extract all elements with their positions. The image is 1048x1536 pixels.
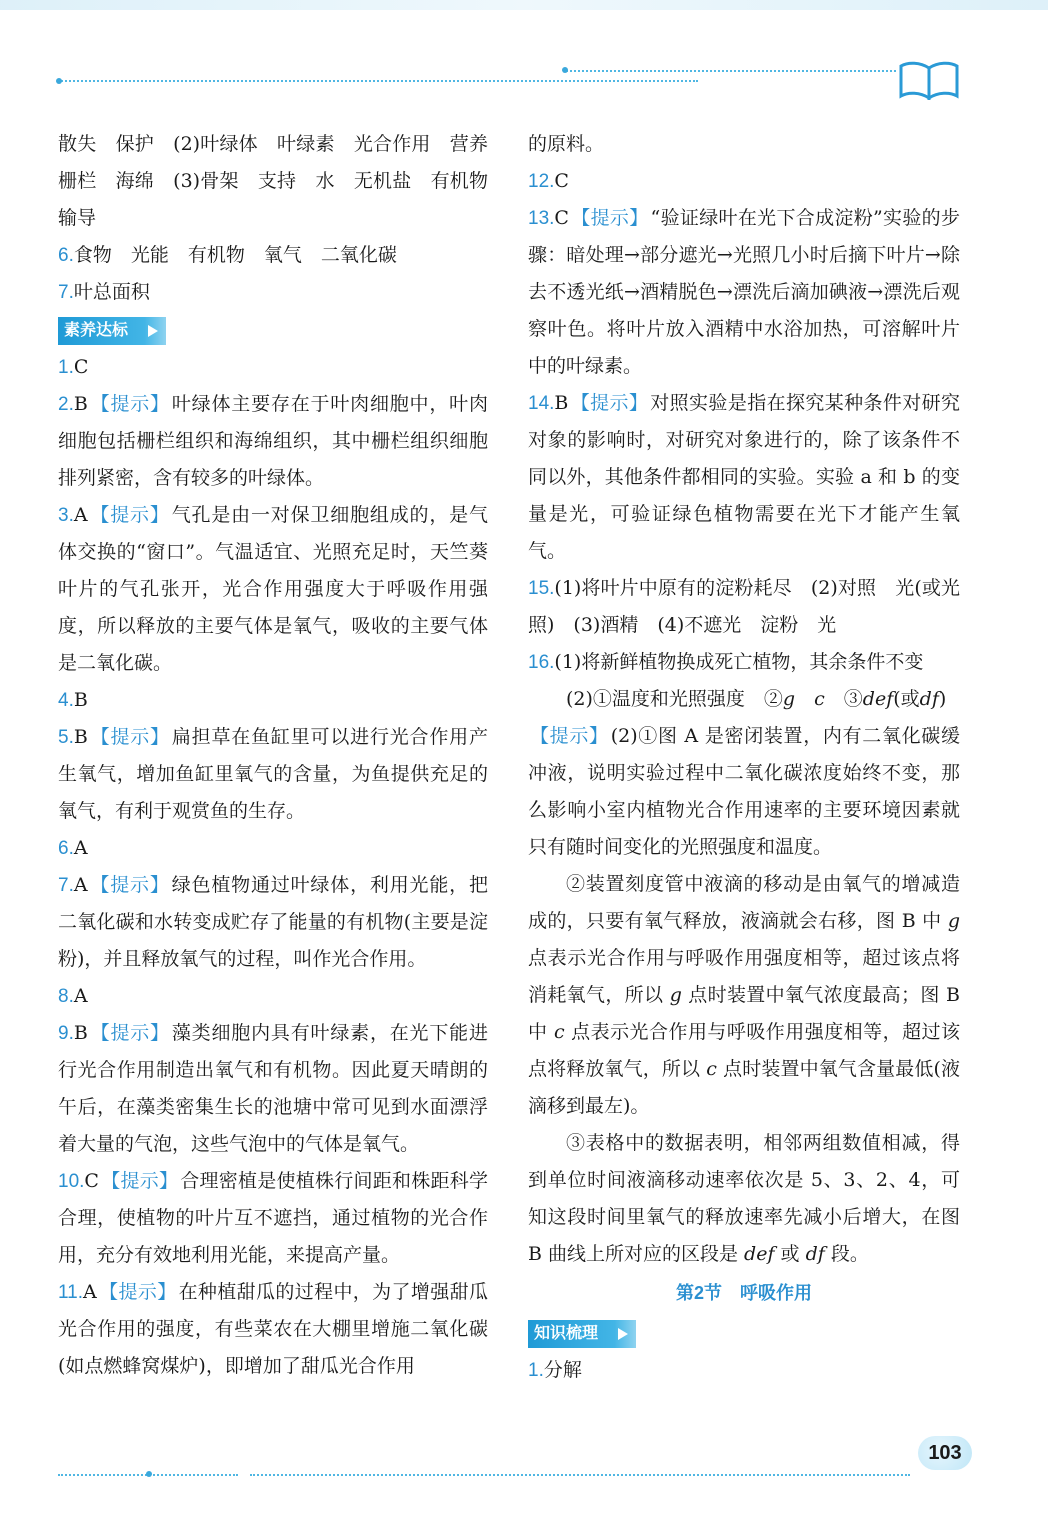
arrow-right-icon	[618, 1328, 628, 1340]
answer-11-continued: 的原料。	[528, 133, 605, 155]
hint-label: 【提示】	[89, 875, 170, 896]
page-number: 103	[918, 1436, 972, 1470]
answer-15: 15.(1)将叶片中原有的淀粉耗尽 (2)对照 光(或光照) (3)酒精 (4)不遮光 淀粉 光	[528, 577, 960, 636]
answer-4: 4.B	[58, 689, 88, 711]
open-book-icon	[898, 60, 960, 100]
answer-8: 8.A	[58, 985, 88, 1007]
answer-1: 1.C	[58, 356, 89, 378]
footer-dot	[146, 1471, 152, 1477]
answer-5: 5.B 【提示】 扁担草在鱼缸里可以进行光合作用产生氧气，增加鱼缸里氧气的含量，为鱼提供充足的氧气，有利于观赏鱼的生存。	[58, 726, 488, 822]
answer-10: 10.C 【提示】 合理密植是使植株行间距和株距科学合理，使植物的叶片互不遮挡，通过植物的光合作用，充分有效地利用光能，来提高产量。	[58, 1170, 488, 1266]
header-dot-left	[56, 78, 62, 84]
left-column	[58, 126, 508, 1385]
section-tag-zhishi: 知识梳理	[528, 1320, 636, 1348]
answer-item-7: 7.叶总面积	[58, 281, 150, 303]
answer-16: 16.(1)将新鲜植物换成死亡植物，其余条件不变	[528, 651, 924, 673]
header-dot-right	[562, 67, 568, 73]
hint-label: 【提示】	[89, 505, 170, 526]
hint-label: 【提示】	[570, 208, 649, 229]
answer-16-part2: (2)①温度和光照强度 ②g c ③def(或df)	[566, 688, 947, 710]
answer-12: 12.C	[528, 170, 569, 192]
header-dotted-line-right	[566, 70, 896, 72]
section-tag-suyang: 素养达标	[58, 317, 166, 345]
hint-label: 【提示】	[570, 393, 649, 414]
answer-14: 14.B 【提示】 对照实验是指在探究某种条件对研究对象的影响时，对研究对象进行的，除了该条件不同以外，其他条件都相同的实验。实验 a 和 b 的变量是光，可验证绿色植物需要在光下才能产生氧气。	[528, 392, 960, 562]
answer-6: 6.A	[58, 837, 88, 859]
answer-3: 3.A 【提示】 气孔是由一对保卫细胞组成的，是气体交换的“窗口”。气温适宜、光照充足时，天竺葵叶片的气孔张开，光合作用强度大于呼吸作用强度，所以释放的主要气体是氧气，吸收的主要气体是二氧化碳。	[58, 504, 488, 674]
header-dotted-line	[58, 80, 698, 82]
footer-dotted-line-right	[250, 1474, 910, 1476]
hint-16-1: 【提示】 (2)①图 A 是密闭装置，内有二氧化碳缓冲液，说明实验过程中二氧化碳浓度始终不变，那么影响小室内植物光合作用速率的主要环境因素就只有随时间变化的光照强度和温度。	[528, 725, 960, 858]
answer-11: 11.A 【提示】 在种植甜瓜的过程中，为了增强甜瓜光合作用的强度，有些菜农在大棚里增施二氧化碳(如点燃蜂窝煤炉)，即增加了甜瓜光合作用	[58, 1281, 488, 1377]
knowledge-item-1: 1.分解	[528, 1359, 582, 1381]
hint-16-2: ②装置刻度管中液滴的移动是由氧气的增减造成的，只要有氧气释放，液滴就会右移，图 B 中 g 点表示光合作用与呼吸作用强度相等，超过该点将消耗氧气，所以 g 点时装置中氧气浓度最高；图 B 中 c 点表示光合作用与呼吸作用强度相等，超过该点将释放氧气，所以 c 点时装置中氧气含量最低(液滴移到最左)。	[528, 873, 960, 1117]
answer-2: 2.B 【提示】 叶绿体主要存在于叶肉细胞中，叶肉细胞包括栅栏组织和海绵组织，其中栅栏组织细胞排列紧密，含有较多的叶绿体。	[58, 393, 488, 489]
hint-label: 【提示】	[89, 394, 170, 415]
right-column	[528, 126, 960, 1389]
hint-label: 【提示】	[89, 1023, 170, 1044]
answer-7: 7.A 【提示】 绿色植物通过叶绿体，利用光能，把二氧化碳和水转变成贮存了能量的有机物(主要是淀粉)，并且释放氧气的过程，叫作光合作用。	[58, 874, 488, 970]
hint-label: 【提示】	[98, 1282, 177, 1303]
answer-13: 13.C 【提示】 “验证绿叶在光下合成淀粉”实验的步骤：暗处理→部分遮光→光照几小时后摘下叶片→除去不透光纸→酒精脱色→漂洗后滴加碘液→漂洗后观察叶色。将叶片放入酒精中水浴加热，可溶解叶片中的叶绿素。	[528, 207, 960, 377]
hint-label: 【提示】	[530, 726, 609, 747]
continued-answer: 散失 保护 (2)叶绿体 叶绿素 光合作用 营养 栅栏 海绵 (3)骨架 支持 水 无机盐 有机物 输导	[58, 133, 508, 229]
section-title-respiration: 第2节 呼吸作用	[675, 1283, 812, 1303]
arrow-right-icon	[148, 325, 158, 337]
hint-label: 【提示】	[89, 727, 170, 748]
top-decorative-strip	[0, 0, 1048, 10]
answer-9: 9.B 【提示】 藻类细胞内具有叶绿素，在光下能进行光合作用制造出氧气和有机物。因此夏天晴朗的午后，在藻类密集生长的池塘中常可见到水面漂浮着大量的气泡，这些气泡中的气体是氧气。	[58, 1022, 488, 1155]
watermark-logo	[902, 1440, 1032, 1530]
answer-item-6: 6.食物 光能 有机物 氧气 二氧化碳	[58, 244, 397, 266]
hint-label: 【提示】	[100, 1171, 179, 1192]
hint-16-3: ③表格中的数据表明，相邻两组数值相减，得到单位时间液滴移动速率依次是 5、3、2、4，可知这段时间里氧气的释放速率先减小后增大，在图 B 曲线上所对应的区段是 def 或 df 段。	[528, 1132, 960, 1265]
